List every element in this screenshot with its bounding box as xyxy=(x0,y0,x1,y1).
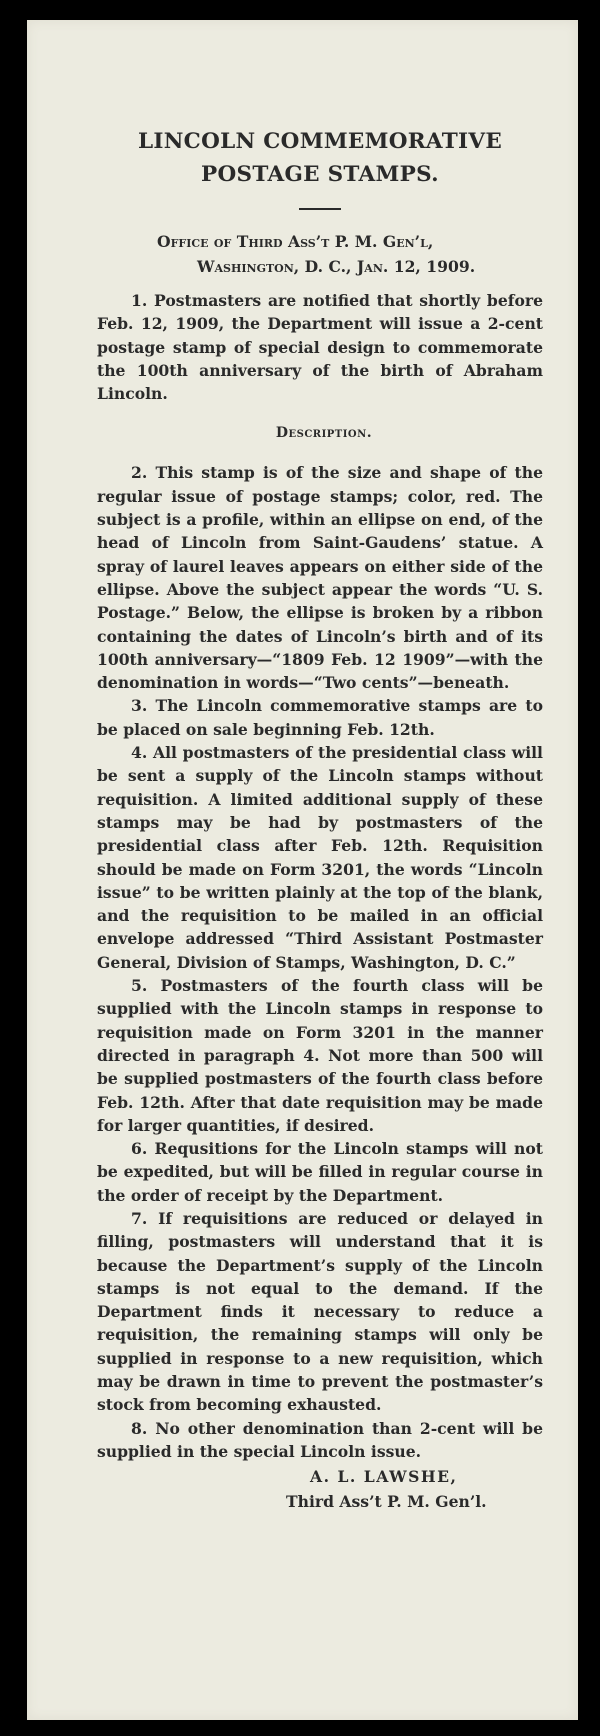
circular-document xyxy=(97,125,543,1514)
paragraph-1: 1. Postmasters are notified that shortly before Feb. 12, 1909, the Department will issue a 2-cent postage stamp of special design to commemorate the 100th anniversary of the birth of Abraham Lincoln. xyxy=(97,291,543,404)
paragraph-4: 4. All postmasters of the presidential class will be sent a supply of the Lincoln stamps without requisition. A limited additional supply of these stamps may be had by postmasters of the presidential class after Feb. 12th. Requisition should be made on Form 3201, the words “Lincoln issue” to be written plainly at the top of the blank, and the requisition to be mailed in an official envelope addressed “Third Assistant Postmaster General, Division of Stamps, Washington, D. C.” xyxy=(97,743,543,972)
paragraph-8: 8. No other denomination than 2-cent will be supplied in the special Lincoln issue. xyxy=(97,1418,543,1461)
paragraph-7: 7. If requisitions are reduced or delayed in filling, postmasters will understand that it is because the Department’s supply of the Lincoln stamps is not equal to the demand. If the Department finds it necessary to reduce a requisition, the remaining stamps will only be supplied in response to a new requisition, which may be drawn in time to prevent the postmaster’s stock from becoming exhausted. xyxy=(97,1208,543,1415)
paragraph-6: 6. Requsitions for the Lincoln stamps will not be expedited, but will be filled in regular course in the order of receipt by the Department. xyxy=(97,1139,543,1205)
office-line-2 xyxy=(97,254,543,279)
signature-title: Third Ass’t P. M. Gen’l. xyxy=(286,1492,487,1512)
paragraph-3: 3. The Lincoln commemorative stamps are to be placed on sale beginning Feb. 12th. xyxy=(97,696,543,739)
section-heading-description: Description. xyxy=(275,425,373,442)
signature-name: A. L. LAWSHE, xyxy=(310,1467,458,1487)
title-rule xyxy=(299,208,341,210)
paragraph-5: 5. Postmasters of the fourth class will be supplied with the Lincoln stamps in response to requisition made on Form 3201 in the manner directed in paragraph 4. Not more than 500 will be supplied postmasters of the fourth class before Feb. 12th. After that date requisition may be made for larger quantities, if desired. xyxy=(97,976,543,1135)
office-line-1: Office of Third Ass’t P. M. Gen’l, xyxy=(157,232,434,251)
paper-sheet xyxy=(27,20,578,1720)
office-header xyxy=(97,229,543,279)
signature-block xyxy=(97,1464,543,1514)
office-line-2-text: Washington, D. C., Jan. 12, 1909. xyxy=(197,257,476,276)
paragraph-2: 2. This stamp is of the size and shape of the regular issue of postage stamps; color, red. The subject is a profile, within an ellipse on end, of the head of Lincoln from Saint-Gaudens’ statue. A spray of laurel leaves appears on either side of the ellipse. Above the subject appear the words “U. S. Postage.” Below, the ellipse is broken by a ribbon containing the dates of Lincoln’s birth and of its 100th anniversary—“1809 Feb. 12 1909”—with the denomination in words—“Two cents”—beneath. xyxy=(97,463,543,693)
document-title: LINCOLN COMMEMORATIVE POSTAGE STAMPS. xyxy=(137,129,503,187)
